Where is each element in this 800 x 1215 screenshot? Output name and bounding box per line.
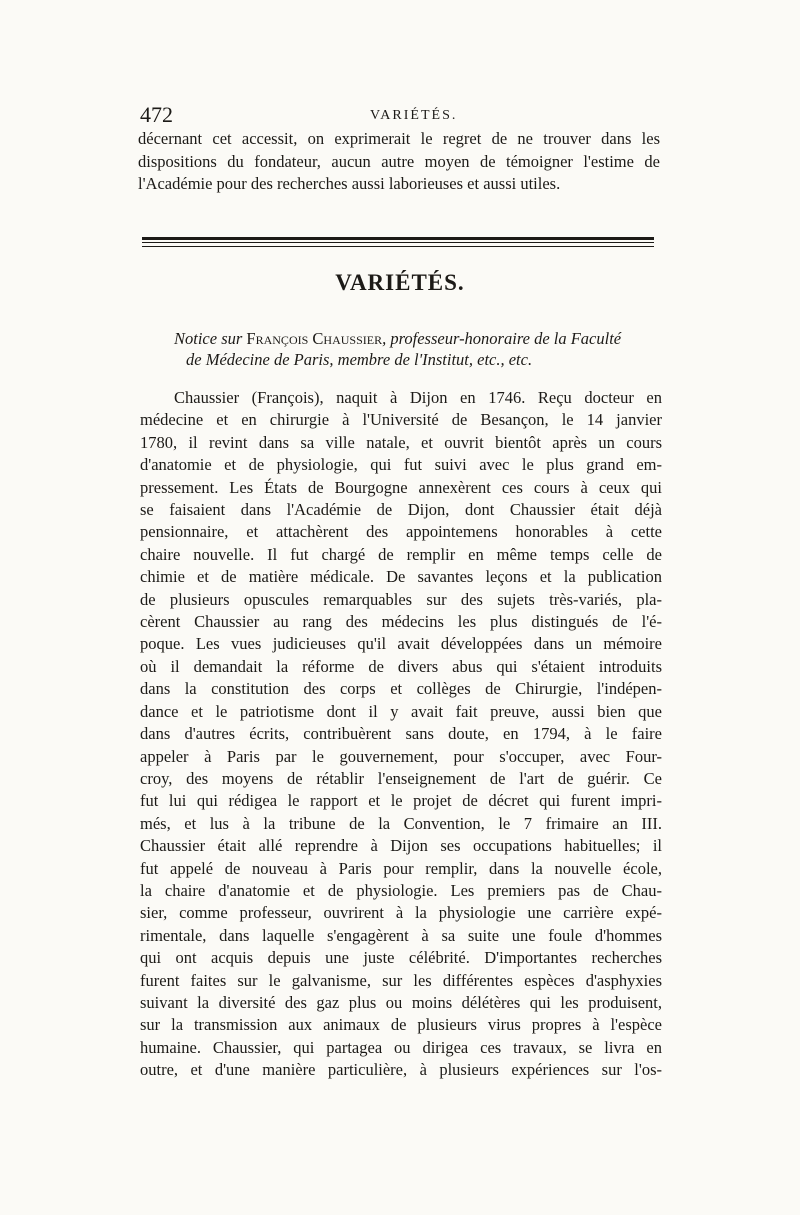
body-line: de plusieurs opuscules remarquables sur des sujets très-variés, pla- (140, 589, 662, 609)
body-line: pressement. Les États de Bourgogne annexèrent ces cours à ceux qui (140, 477, 662, 497)
notice-subject-name: François Chaussier (246, 329, 383, 348)
body-line: médecine et en chirurgie à l'Université de Besançon, le 14 janvier (140, 410, 662, 430)
body-line: cèrent Chaussier au rang des médecins les plus distingués de l'é- (140, 612, 662, 632)
body-line: la chaire d'anatomie et de physiologie. Les premiers pas de Chau- (140, 880, 662, 900)
running-head: VARIÉTÉS. (370, 108, 458, 123)
body-line: sier, comme professeur, ouvrirent à la physiologie une carrière expé- (140, 903, 662, 923)
page-number: 472 (140, 102, 173, 127)
body-line: 1780, il revint dans sa ville natale, et ouvrit bientôt après un cours (140, 432, 662, 452)
body-line: qui ont acquis depuis une juste célébrité. D'importantes recherches (140, 948, 662, 968)
page-header (140, 100, 660, 130)
section-title: VARIÉTÉS. (335, 270, 465, 295)
body-line: outre, et d'une manière particulière, à plusieurs expériences sur l'os- (140, 1060, 662, 1080)
body-line: chimie et de matière médicale. De savantes leçons et la publication (140, 567, 662, 587)
notice-heading-line-1 (140, 328, 662, 349)
body-line: se faisaient dans l'Académie de Dijon, dont Chaussier était déjà (140, 500, 662, 520)
body-line: dans la constitution des corps et collèges de Chirurgie, l'indépen- (140, 679, 662, 699)
intro-paragraph: décernant cet accessit, on exprimerait le regret de ne trouver dans les dispositions du fondateur, aucun autre moyen de témoigner l'estime de l'Académie pour des recherches aussi laborieuses et aussi utiles. (138, 129, 660, 193)
body-line: poque. Les vues judicieuses qu'il avait développées dans un mémoire (140, 634, 662, 654)
body-line: appeler à Paris par le gouvernement, pour s'occuper, avec Four- (140, 746, 662, 766)
body-line: furent faites sur le galvanisme, sur les différentes espèces d'asphyxies (140, 970, 662, 990)
body-line: Chaussier (François), naquit à Dijon en 1746. Reçu docteur en (174, 388, 662, 407)
body-line: chaire nouvelle. Il fut chargé de remplir en même temps celle de (140, 544, 662, 564)
body-line: croy, des moyens de rétablir l'enseignement de l'art de guérir. Ce (140, 768, 662, 788)
section-divider (142, 237, 654, 247)
body-text (140, 387, 662, 1082)
body-line: fut appelé de nouveau à Paris pour remplir, dans la nouvelle école, (140, 858, 662, 878)
body-line: més, et lus à la tribune de la Convention, le 7 frimaire an III. (140, 813, 662, 833)
body-line: d'anatomie et de physiologie, qui fut suivi avec le plus grand em- (140, 455, 662, 475)
body-line: dans d'autres écrits, contribuèrent sans doute, en 1794, à le faire (140, 724, 662, 744)
notice-heading-line-2: de Médecine de Paris, membre de l'Institut, etc., etc. (186, 350, 533, 369)
body-line: dance et le patriotisme dont il y avait fait preuve, aussi bien que (140, 701, 662, 721)
body-line: où il demandait la réforme de divers abus qui s'étaient introduits (140, 656, 662, 676)
body-line: pensionnaire, et attachèrent des appointemens honorables à cette (140, 522, 662, 542)
notice-heading (140, 328, 662, 370)
body-line: rimentale, dans laquelle s'engagèrent à sa suite une foule d'hommes (140, 925, 662, 945)
body-line: sur la transmission aux animaux de plusieurs virus propres à l'espèce (140, 1015, 662, 1035)
body-line: suivant la diversité des gaz plus ou moins délétères qui les produisent, (140, 992, 662, 1012)
body-line: fut lui qui rédigea le rapport et le projet de décret qui furent impri- (140, 791, 662, 811)
notice-prefix: Notice sur (174, 329, 243, 348)
body-line: Chaussier était allé reprendre à Dijon ses occupations habituelles; il (140, 836, 662, 856)
body-line: humaine. Chaussier, qui partagea ou dirigea ces travaux, se livra en (140, 1037, 662, 1057)
notice-line1-rest: , professeur-honoraire de la Faculté (382, 329, 622, 348)
